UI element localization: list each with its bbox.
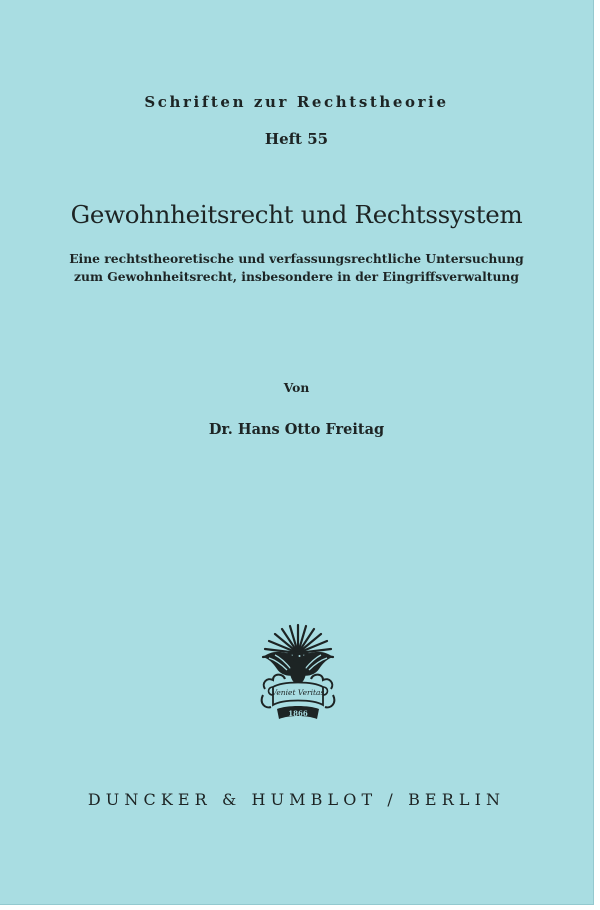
by-label: Von xyxy=(283,380,310,395)
publisher-emblem-icon xyxy=(259,623,337,723)
subtitle-line-2: zum Gewohnheitsrecht, insbesondere in der Eingriffsverwaltung xyxy=(74,269,519,284)
series-title: Schriften zur Rechtstheorie xyxy=(144,93,449,111)
emblem-year: 1866 xyxy=(288,709,308,718)
volume-number: Heft 55 xyxy=(264,130,329,148)
subtitle-line-1: Eine rechtstheoretische und verfassungsrechtliche Untersuchung xyxy=(69,251,524,266)
book-title: Gewohnheitsrecht und Rechtssystem xyxy=(70,200,523,229)
emblem-motto: Veniet Veritas xyxy=(271,688,325,697)
book-subtitle xyxy=(0,250,593,286)
publisher-line: DUNCKER & HUMBLOT / BERLIN xyxy=(87,790,506,809)
author-name: Dr. Hans Otto Freitag xyxy=(208,421,385,438)
